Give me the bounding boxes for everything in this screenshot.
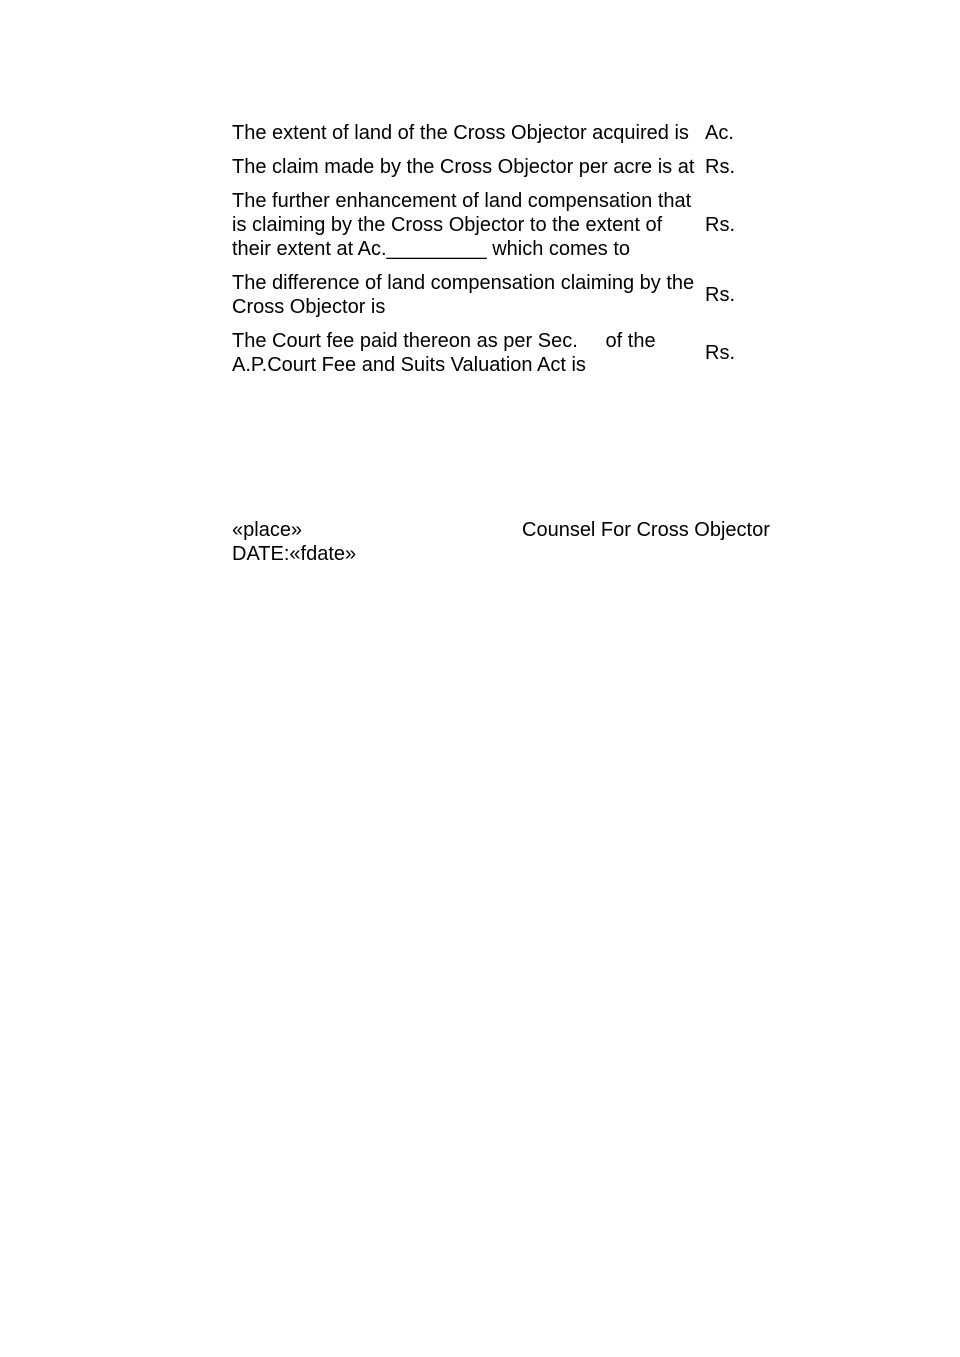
claim-row-enhancement (232, 189, 792, 271)
claim-description: The further enhancement of land compensation that is claiming by the Cross Objector to the extent of their extent at Ac._________ which comes to (232, 190, 692, 260)
claim-unit: Rs. (705, 214, 735, 236)
claim-row-court-fee (232, 329, 792, 387)
claim-unit: Ac. (705, 122, 734, 144)
claim-row-difference (232, 271, 792, 329)
claim-unit: Rs. (705, 342, 735, 364)
claim-description: The difference of land compensation claiming by the Cross Objector is (232, 272, 695, 318)
claim-row-per-acre (232, 155, 792, 189)
claim-unit: Rs. (705, 156, 735, 178)
claim-unit: Rs. (705, 284, 735, 306)
date-field: DATE:«fdate» (232, 543, 357, 565)
claim-table (232, 121, 792, 387)
claim-description: The claim made by the Cross Objector per acre is at (232, 156, 695, 178)
claim-row-extent (232, 121, 792, 155)
place-field: «place» (232, 519, 303, 541)
claim-description: The extent of land of the Cross Objector acquired is (232, 122, 689, 144)
counsel-signature: Counsel For Cross Objector (522, 519, 770, 541)
signature-block (232, 518, 812, 578)
claim-description: The Court fee paid thereon as per Sec. of the A.P.Court Fee and Suits Valuation Act is (232, 330, 661, 376)
